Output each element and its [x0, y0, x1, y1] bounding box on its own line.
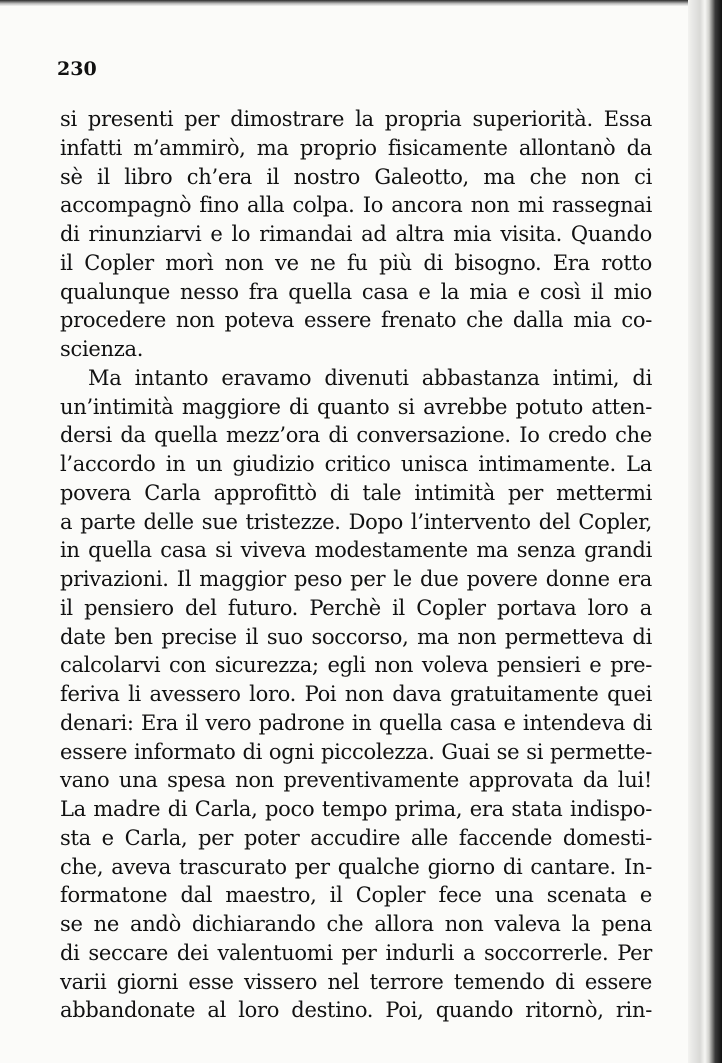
text-line: in quella casa si viveva modestamente ma senza grandi [60, 538, 652, 563]
text-line: scienza. [60, 337, 144, 361]
text-line: procedere non poteva essere frenato che dalla mia co- [60, 308, 652, 333]
text-line: sta e Carla, per poter accudire alle faccende domesti- [60, 825, 652, 850]
text-line: accompagnò fino alla colpa. Io ancora non mi rassegnai [60, 193, 652, 218]
text-line: infatti m’ammirò, ma proprio fisicamente allontanò da [60, 135, 652, 160]
text-line: abbandonate al loro destino. Poi, quando ritornò, rin- [60, 998, 652, 1023]
text-line: il Copler morì non ve ne fu più di bisogno. Era rotto [60, 250, 652, 275]
text-line: l’accordo in un giudizio critico unisca intimamente. La [60, 452, 652, 476]
text-line: dersi da quella mezz’ora di conversazione. Io credo che [60, 423, 652, 448]
text-line: La madre di Carla, poco tempo prima, era stata indispo- [60, 797, 652, 821]
page-number: 230 [57, 58, 97, 80]
text-line: vano una spesa non preventivamente approvata da lui! [60, 768, 652, 793]
text-line: feriva li avessero loro. Poi non dava gratuitamente quei [60, 682, 652, 706]
text-line: il pensiero del futuro. Perchè il Copler portava loro a [60, 595, 652, 620]
text-line: di rinunziarvi e lo rimandai ad altra mia visita. Quando [60, 222, 652, 246]
book-binding-edge [688, 0, 722, 1063]
text-line: a parte delle sue tristezze. Dopo l’intervento del Copler, [60, 509, 652, 534]
text-line: un’intimità maggiore di quanto si avrebbe potuto atten- [60, 394, 652, 419]
text-line: povera Carla approfittò di tale intimità per mettermi [60, 480, 652, 505]
text-line: sè il libro ch’era il nostro Galeotto, ma che non ci [60, 164, 652, 189]
text-line: se ne andò dichiarando che allora non valeva la pena [60, 912, 652, 936]
text-line: formatone dal maestro, il Copler fece una scenata e [60, 883, 652, 908]
text-line: privazioni. Il maggior peso per le due povere donne era [60, 567, 652, 591]
text-line: essere informato di ogni piccolezza. Guai se si permette- [60, 739, 652, 764]
text-line: denari: Era il vero padrone in quella casa e intendeva di [60, 710, 652, 735]
text-line: date ben precise il suo soccorso, ma non permetteva di [60, 624, 652, 649]
text-line: varii giorni esse vissero nel terrore temendo di essere [60, 969, 652, 994]
text-line: qualunque nesso fra quella casa e la mia e così il mio [60, 279, 652, 304]
body-text [60, 105, 652, 1025]
text-line: Ma intanto eravamo divenuti abbastanza intimi, di [88, 365, 652, 390]
page-top-edge [0, 0, 722, 6]
text-line: di seccare dei valentuomi per indurli a soccorrerle. Per [60, 940, 652, 965]
text-line: calcolarvi con sicurezza; egli non voleva pensieri e pre- [60, 653, 652, 678]
text-line: che, aveva trascurato per qualche giorno di cantare. In- [60, 854, 652, 879]
text-line: si presenti per dimostrare la propria superiorità. Essa [60, 107, 652, 131]
